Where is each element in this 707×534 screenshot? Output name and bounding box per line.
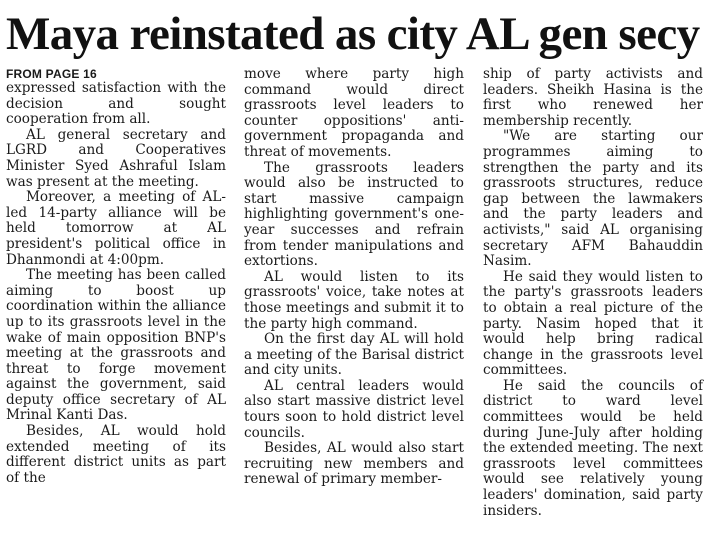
paragraph: expressed satisfaction with the decision and sought cooperation from all.	[6, 80, 226, 128]
paragraph: He said the councils of district to ward level committees would be held during June-July after holding the extended meeting. The next grassroots level committees would see relatively young leaders' domination, said party insiders.	[483, 377, 703, 519]
paragraph: AL would listen to its grassroots' voice, take notes at those meetings and submit it to the party high command.	[244, 268, 464, 332]
paragraph: Besides, AL would hold extended meeting of its different district units as part of the	[6, 423, 226, 486]
paragraph: "We are starting our programmes aiming to strengthen the party and its grassroots structures, reduce gap between the lawmakers and the party leaders and activists," said AL organising secretary AFM Bahauddin Nasim.	[483, 128, 703, 270]
paragraph: AL central leaders would also start massive district level tours soon to hold district level councils.	[244, 377, 464, 441]
paragraph: Besides, AL would also start recruiting new members and renewal of primary member-	[244, 440, 464, 488]
column-1	[6, 67, 226, 486]
paragraph: On the first day AL will hold a meeting of the Barisal district and city units.	[244, 331, 464, 379]
paragraph: AL general secretary and LGRD and Cooperatives Minister Syed Ashraful Islam was present at the meeting.	[6, 126, 226, 190]
paragraph: He said they would listen to the party's grassroots leaders to obtain a real picture of the party. Nasim hoped that it would help bring radical change in the grassroots level committees.	[483, 268, 703, 379]
headline: Maya reinstated as city AL gen secy	[6, 8, 700, 60]
paragraph: The grassroots leaders would also be instructed to start massive campaign highlighting government's one-year successes and refrain from tender manipulations and extortions.	[244, 159, 464, 270]
column-2	[244, 67, 464, 488]
paragraph: Moreover, a meeting of AL-led 14-party alliance will be held tomorrow at AL president's political office in Dhanmondi at 4:00pm.	[6, 189, 226, 268]
jump-label: FROM PAGE 16	[6, 67, 97, 81]
column-3	[483, 67, 703, 519]
paragraph: The meeting has been called aiming to boost up coordination within the alliance up to its grassroots level in the wake of main opposition BNP's meeting at the grassroots and threat to forge movement against the government, said deputy office secretary of AL Mrinal Kanti Das.	[6, 267, 226, 424]
paragraph: move where party high command would direct grassroots level leaders to counter oppositions' anti-government propaganda and threat of movements.	[244, 66, 464, 160]
paragraph: ship of party activists and leaders. Sheikh Hasina is the first who renewed her membership recently.	[483, 66, 703, 129]
